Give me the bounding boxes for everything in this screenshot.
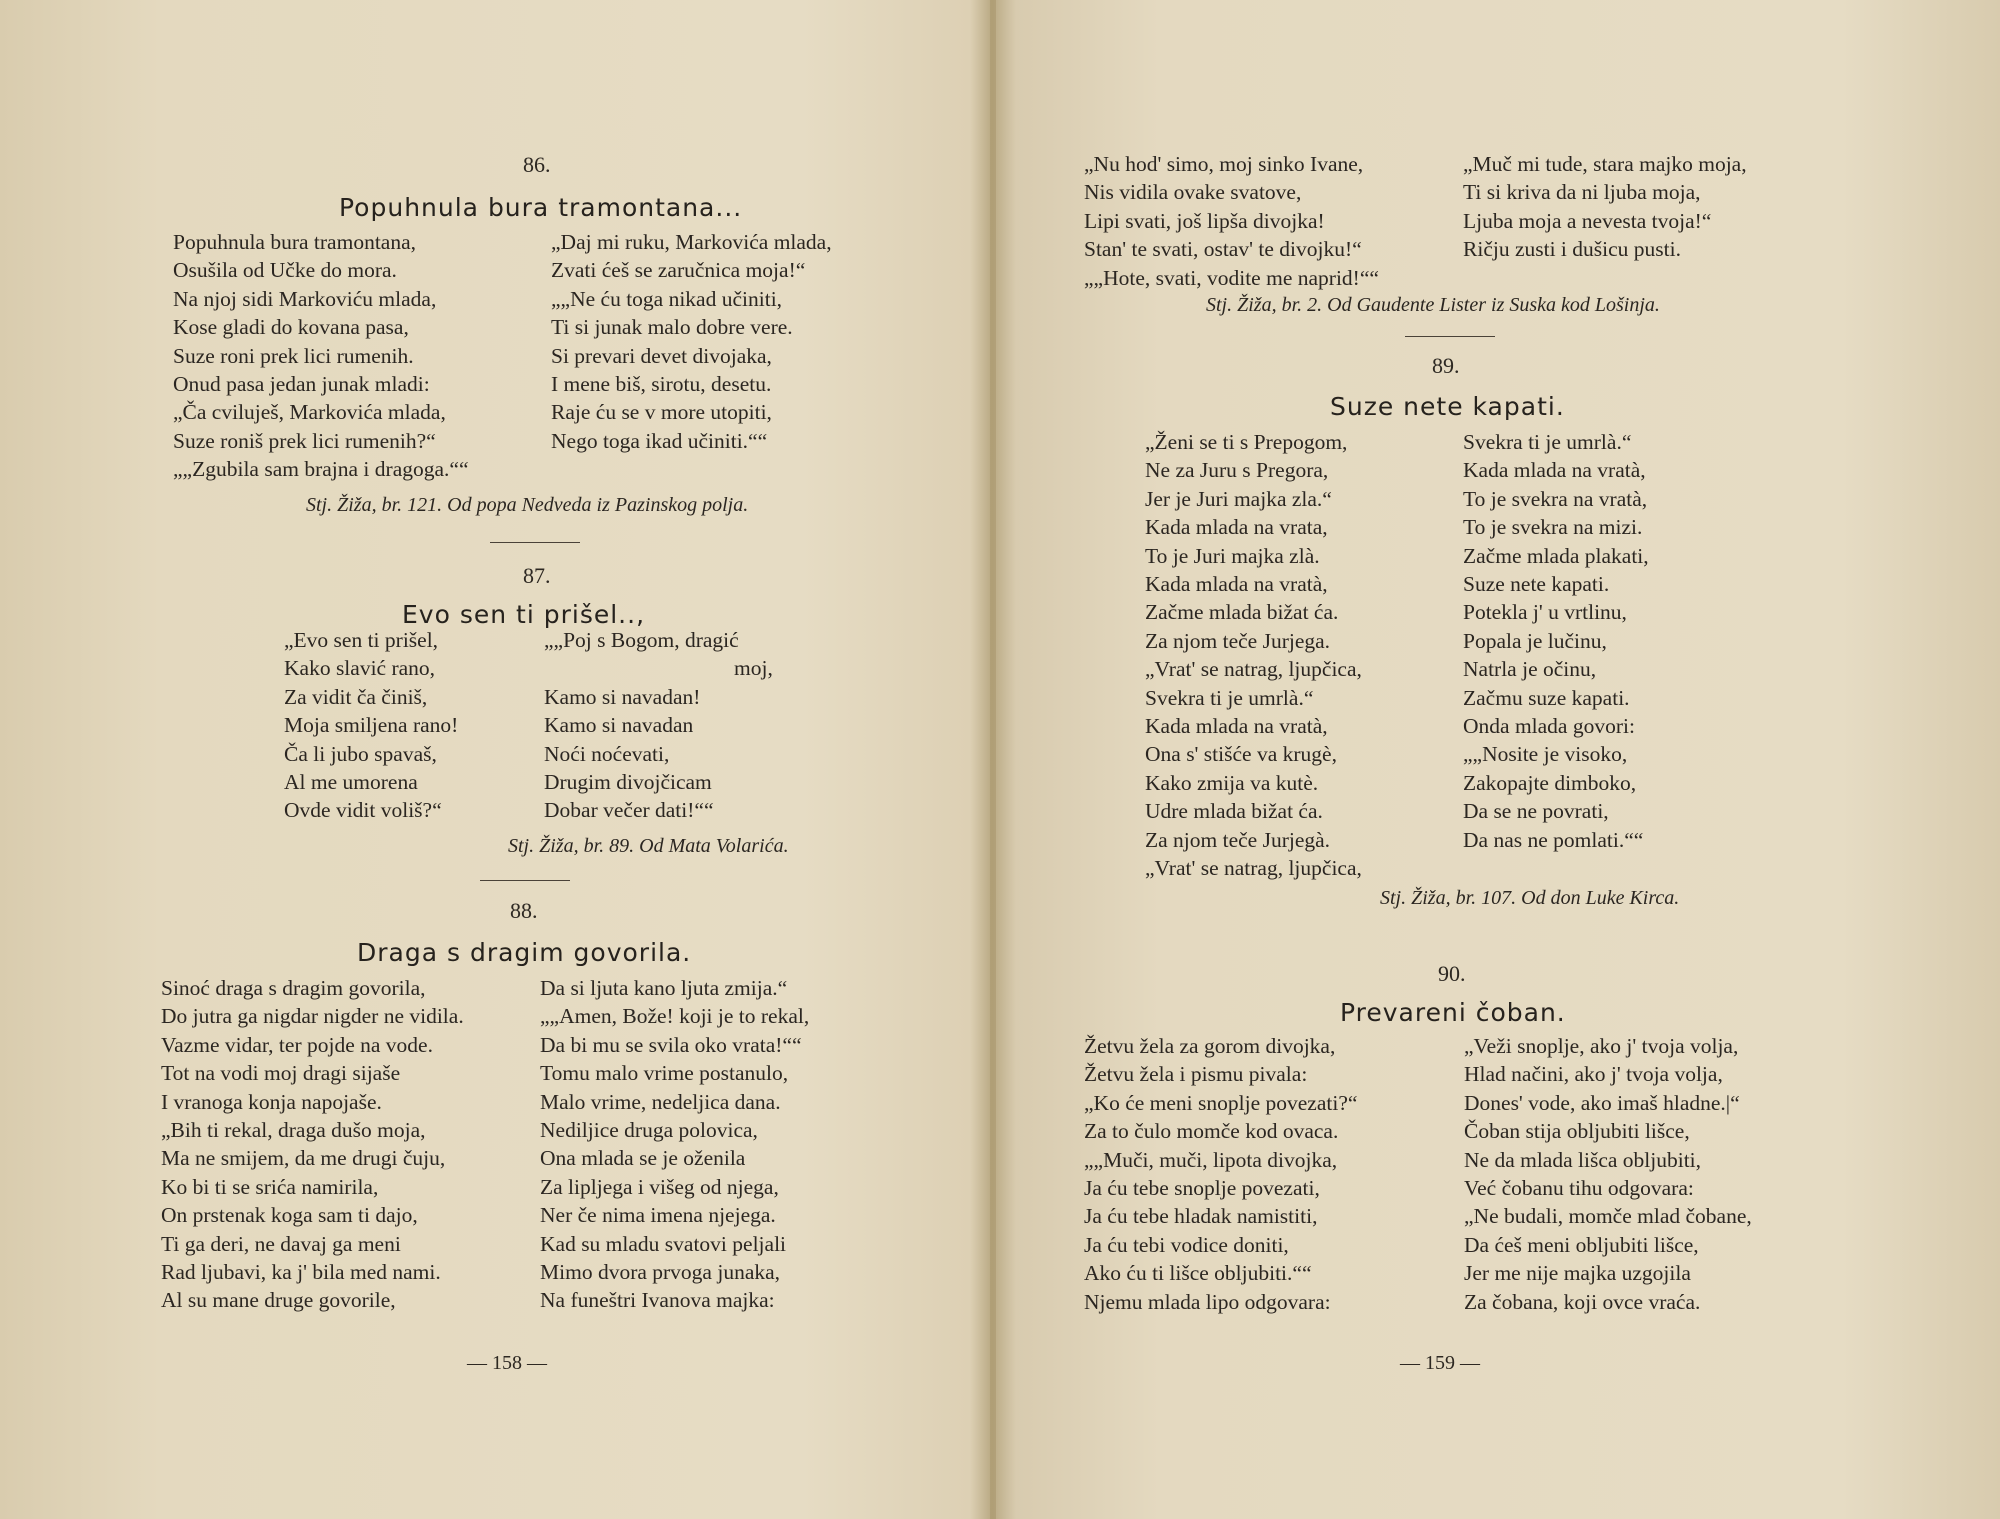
verse-line: Zvati ćeš se zaručnica moja!“ <box>551 258 806 283</box>
verse-line: To je svekra na mizi. <box>1463 515 1643 540</box>
verse-line: Kada mlada na vratà, <box>1145 572 1328 597</box>
verse-line: Da se ne povrati, <box>1463 799 1609 824</box>
verse-line: Za čobana, koji ovce vraća. <box>1464 1289 1701 1314</box>
poem-88-column-2 <box>540 974 809 1315</box>
verse-line: Začme mlada bižat ća. <box>1145 600 1339 625</box>
verse-line: Na funeštri Ivanova majka: <box>540 1288 775 1313</box>
verse-line: Natrla je očinu, <box>1463 657 1597 682</box>
poem-title-86: Popuhnula bura tramontana... <box>339 193 743 222</box>
verse-line: „Ne budali, momče mlad čobane, <box>1464 1204 1752 1229</box>
verse-line: Malo vrime, nedeljica dana. <box>540 1089 781 1114</box>
verse-line: To je Juri majka zlà. <box>1145 543 1320 568</box>
poem-88-source: Stj. Žiža, br. 2. Od Gaudente Lister iz Suska kod Lošinja. <box>1206 294 1660 316</box>
verse-line: Kad su mladu svatovi peljali <box>540 1231 787 1256</box>
verse-line: Ne da mlada lišca obljubiti, <box>1464 1147 1702 1172</box>
verse-line: Osušila od Učke do mora. <box>173 258 397 283</box>
poem-number-87: 87. <box>523 563 551 588</box>
section-divider <box>490 542 580 543</box>
verse-line: Jer me nije majka uzgojila <box>1464 1261 1691 1286</box>
verse-line: „Bih ti rekal, draga dušo moja, <box>161 1118 426 1143</box>
verse-line: Ja ću tebi vodice doniti, <box>1084 1232 1289 1257</box>
verse-line: „„Muči, muči, lipota divojka, <box>1084 1147 1338 1172</box>
verse-line: „„Zgubila sam brajna i dragoga.““ <box>173 457 469 482</box>
verse-line: Nego toga ikad učiniti.““ <box>551 428 768 453</box>
verse-line: „Ko će meni snoplje povezati?“ <box>1084 1090 1358 1115</box>
verse-line: Da nas ne pomlati.““ <box>1463 827 1644 852</box>
verse-line: Al su mane druge govorile, <box>161 1288 396 1313</box>
verse-line: moj, <box>734 656 773 681</box>
verse-line: Kamo si navadan <box>544 713 694 738</box>
verse-line: Ja ću tebe snoplje povezati, <box>1084 1176 1320 1201</box>
verse-line: Ti ga deri, ne davaj ga meni <box>161 1231 401 1256</box>
verse-line: Nediljice druga polovica, <box>540 1118 758 1143</box>
verse-line: „Daj mi ruku, Markovića mlada, <box>551 230 832 254</box>
verse-line: Kada mlada na vratà, <box>1463 458 1646 483</box>
verse-line: Kada mlada na vratà, <box>1145 714 1328 739</box>
verse-line: Kada mlada na vrata, <box>1145 515 1328 540</box>
verse-line: Ča li jubo spavaš, <box>284 741 437 766</box>
poem-title-88: Draga s dragim govorila. <box>357 938 692 967</box>
verse-line: Ma ne smijem, da me drugi čuju, <box>161 1146 446 1171</box>
verse-line: Već čobanu tihu odgovara: <box>1464 1176 1694 1201</box>
verse-line: „„Hote, svati, vodite me naprid!““ <box>1084 265 1379 290</box>
verse-line: Do jutra ga nigdar nigder ne vidila. <box>161 1004 464 1029</box>
verse-line: „Ženi se ti s Prepogom, <box>1145 430 1348 454</box>
verse-line: „„Nosite je visoko, <box>1463 742 1628 767</box>
verse-line: Tot na vodi moj dragi sijaše <box>161 1061 401 1086</box>
verse-line: Da bi mu se svila oko vrata!““ <box>540 1032 802 1057</box>
poem-87-column-1 <box>284 626 458 825</box>
verse-line: Ovde vidit voliš?“ <box>284 798 442 823</box>
verse-line: Onda mlada govori: <box>1463 714 1635 739</box>
verse-line: „Evo sen ti prišel, <box>284 628 439 652</box>
verse-line: „„Poj s Bogom, dragić <box>544 628 739 652</box>
verse-line: Svekra ti je umrlà.“ <box>1463 430 1632 454</box>
poem-88-column-1 <box>161 974 464 1315</box>
verse-line: Za njom teče Jurjega. <box>1145 628 1331 653</box>
verse-line: I mene biš, sirotu, desetu. <box>551 372 772 397</box>
verse-line: Rad ljubavi, ka j' bila med nami. <box>161 1260 441 1285</box>
verse-line: Dones' vode, ako imaš hladne.|“ <box>1464 1090 1740 1115</box>
verse-line: Kose gladi do kovana pasa, <box>173 315 409 340</box>
page-number-158: — 158 — <box>467 1352 547 1374</box>
poem-90-column-1 <box>1084 1032 1357 1316</box>
poem-number-89: 89. <box>1432 353 1460 378</box>
verse-line: „Ča cviluješ, Markovića mlada, <box>173 400 446 425</box>
verse-line: Ako ću ti lišce obljubiti.““ <box>1084 1261 1312 1286</box>
verse-line: Popuhnula bura tramontana, <box>173 230 417 254</box>
book-gutter <box>990 0 996 1519</box>
verse-line: Suze roniš prek lici rumenih?“ <box>173 428 436 453</box>
poem-title-87: Evo sen ti prišel.., <box>402 600 646 629</box>
verse-line: Žetvu žela i pismu pivala: <box>1084 1062 1308 1087</box>
verse-line: Ona s' stišće va krugè, <box>1145 742 1337 767</box>
verse-line: Udre mlada bižat ća. <box>1145 799 1323 824</box>
verse-line: Lipi svati, još lipša divojka! <box>1084 208 1325 233</box>
poem-88-continuation-column-1 <box>1084 150 1379 292</box>
poem-number-86: 86. <box>523 152 551 177</box>
verse-line: Suze roni prek lici rumenih. <box>173 343 414 368</box>
verse-line: „„Ne ću toga nikad učiniti, <box>551 286 783 311</box>
poem-number-90: 90. <box>1438 961 1466 986</box>
section-divider <box>480 880 570 881</box>
verse-line: „Veži snoplje, ako j' tvoja volja, <box>1464 1034 1739 1058</box>
poem-title-90: Prevareni čoban. <box>1340 998 1566 1027</box>
poem-title-89: Suze nete kapati. <box>1330 392 1565 421</box>
verse-line: Ričju zusti i dušicu pusti. <box>1463 237 1681 262</box>
verse-line: Vazme vidar, ter pojde na vode. <box>161 1032 433 1057</box>
right-page <box>1000 0 2000 1519</box>
verse-line: Al me umorena <box>284 770 418 795</box>
verse-line: „„Amen, Bože! koji je to rekal, <box>540 1004 810 1029</box>
verse-line: Kako zmija va kutè. <box>1145 770 1319 795</box>
poem-86-column-2 <box>551 228 832 455</box>
poem-87-column-2 <box>544 626 773 825</box>
verse-line: Čoban stija obljubiti lišce, <box>1464 1119 1690 1144</box>
verse-line: Ko bi ti se srića namirila, <box>161 1174 379 1199</box>
verse-line: Noći noćevati, <box>544 741 670 766</box>
poem-89-column-1 <box>1145 428 1362 883</box>
poem-86-column-1 <box>173 228 469 484</box>
verse-line: Si prevari devet divojaka, <box>551 343 772 368</box>
verse-line: Kamo si navadan! <box>544 684 701 709</box>
verse-line: Ner če nima imena njejega. <box>540 1203 776 1228</box>
verse-line: Popala je lučinu, <box>1463 628 1607 653</box>
verse-line: Hlad načini, ako j' tvoja volja, <box>1464 1062 1723 1087</box>
verse-line: On prstenak koga sam ti dajo, <box>161 1203 418 1228</box>
verse-line: Za lipljega i višeg od njega, <box>540 1174 779 1199</box>
verse-line: Žetvu žela za gorom divojka, <box>1084 1034 1336 1058</box>
verse-line: Ti si kriva da ni ljuba moja, <box>1463 180 1701 205</box>
verse-line: Stan' te svati, ostav' te divojku!“ <box>1084 237 1362 262</box>
verse-line: Raje ću se v more utopiti, <box>551 400 772 425</box>
verse-line: Ti si junak malo dobre vere. <box>551 315 793 340</box>
verse-line: Onud pasa jedan junak mladi: <box>173 372 430 397</box>
verse-line: Svekra ti je umrlà.“ <box>1145 685 1314 710</box>
verse-line: Njemu mlada lipo odgovara: <box>1084 1289 1331 1314</box>
verse-line: Suze nete kapati. <box>1463 572 1610 597</box>
verse-line: Mimo dvora prvoga junaka, <box>540 1260 781 1285</box>
verse-line: I vranoga konja napojaše. <box>161 1089 382 1114</box>
left-page <box>0 0 990 1519</box>
verse-line: Za to čulo momče kod ovaca. <box>1084 1119 1339 1144</box>
poem-89-source: Stj. Žiža, br. 107. Od don Luke Kirca. <box>1380 887 1680 909</box>
verse-line: „Nu hod' simo, moj sinko Ivane, <box>1084 152 1364 176</box>
verse-line: „Vrat' se natrag, ljupčica, <box>1145 856 1362 881</box>
verse-line: Da si ljuta kano ljuta zmija.“ <box>540 976 788 1000</box>
verse-line: Na njoj sidi Markoviću mlada, <box>173 286 437 311</box>
poem-89-column-2 <box>1463 428 1649 854</box>
verse-line: Dobar večer dati!““ <box>544 798 714 823</box>
verse-line: Moja smiljena rano! <box>284 713 459 738</box>
section-divider <box>1405 336 1495 337</box>
verse-line: Kako slavić rano, <box>284 656 436 681</box>
verse-line: Drugim divojčicam <box>544 770 712 795</box>
verse-line: Nis vidila ovake svatove, <box>1084 180 1302 205</box>
verse-line: To je svekra na vratà, <box>1463 486 1648 511</box>
poem-90-column-2 <box>1464 1032 1752 1316</box>
verse-line: Potekla j' u vrtlinu, <box>1463 600 1627 625</box>
verse-line: „Muč mi tude, stara majko moja, <box>1463 152 1747 176</box>
poem-number-88: 88. <box>510 898 538 923</box>
verse-line: Da ćeš meni obljubiti lišce, <box>1464 1232 1699 1257</box>
page-number-159: — 159 — <box>1400 1352 1480 1374</box>
verse-line: Ne za Juru s Pregora, <box>1145 458 1329 483</box>
verse-line: Ljuba moja a nevesta tvoja!“ <box>1463 208 1712 233</box>
verse-line: „Vrat' se natrag, ljupčica, <box>1145 657 1362 682</box>
poem-88-continuation-column-2 <box>1463 150 1747 264</box>
verse-line: Začme mlada plakati, <box>1463 543 1649 568</box>
poem-86-source: Stj. Žiža, br. 121. Od popa Nedveda iz Pazinskog polja. <box>306 494 749 516</box>
verse-line: Za njom teče Jurjegà. <box>1145 827 1331 852</box>
verse-line: Tomu malo vrime postanulo, <box>540 1061 789 1086</box>
poem-87-source: Stj. Žiža, br. 89. Od Mata Volarića. <box>508 835 789 857</box>
verse-line: Ona mlada se je oženila <box>540 1146 746 1171</box>
verse-line: Za vidit ča činiš, <box>284 684 428 709</box>
verse-line: Zakopajte dimboko, <box>1463 770 1637 795</box>
verse-line: Ja ću tebe hladak namistiti, <box>1084 1204 1318 1229</box>
verse-line: Začmu suze kapati. <box>1463 685 1630 710</box>
verse-line: Jer je Juri majka zla.“ <box>1145 486 1332 511</box>
verse-line: Sinoć draga s dragim govorila, <box>161 976 426 1000</box>
